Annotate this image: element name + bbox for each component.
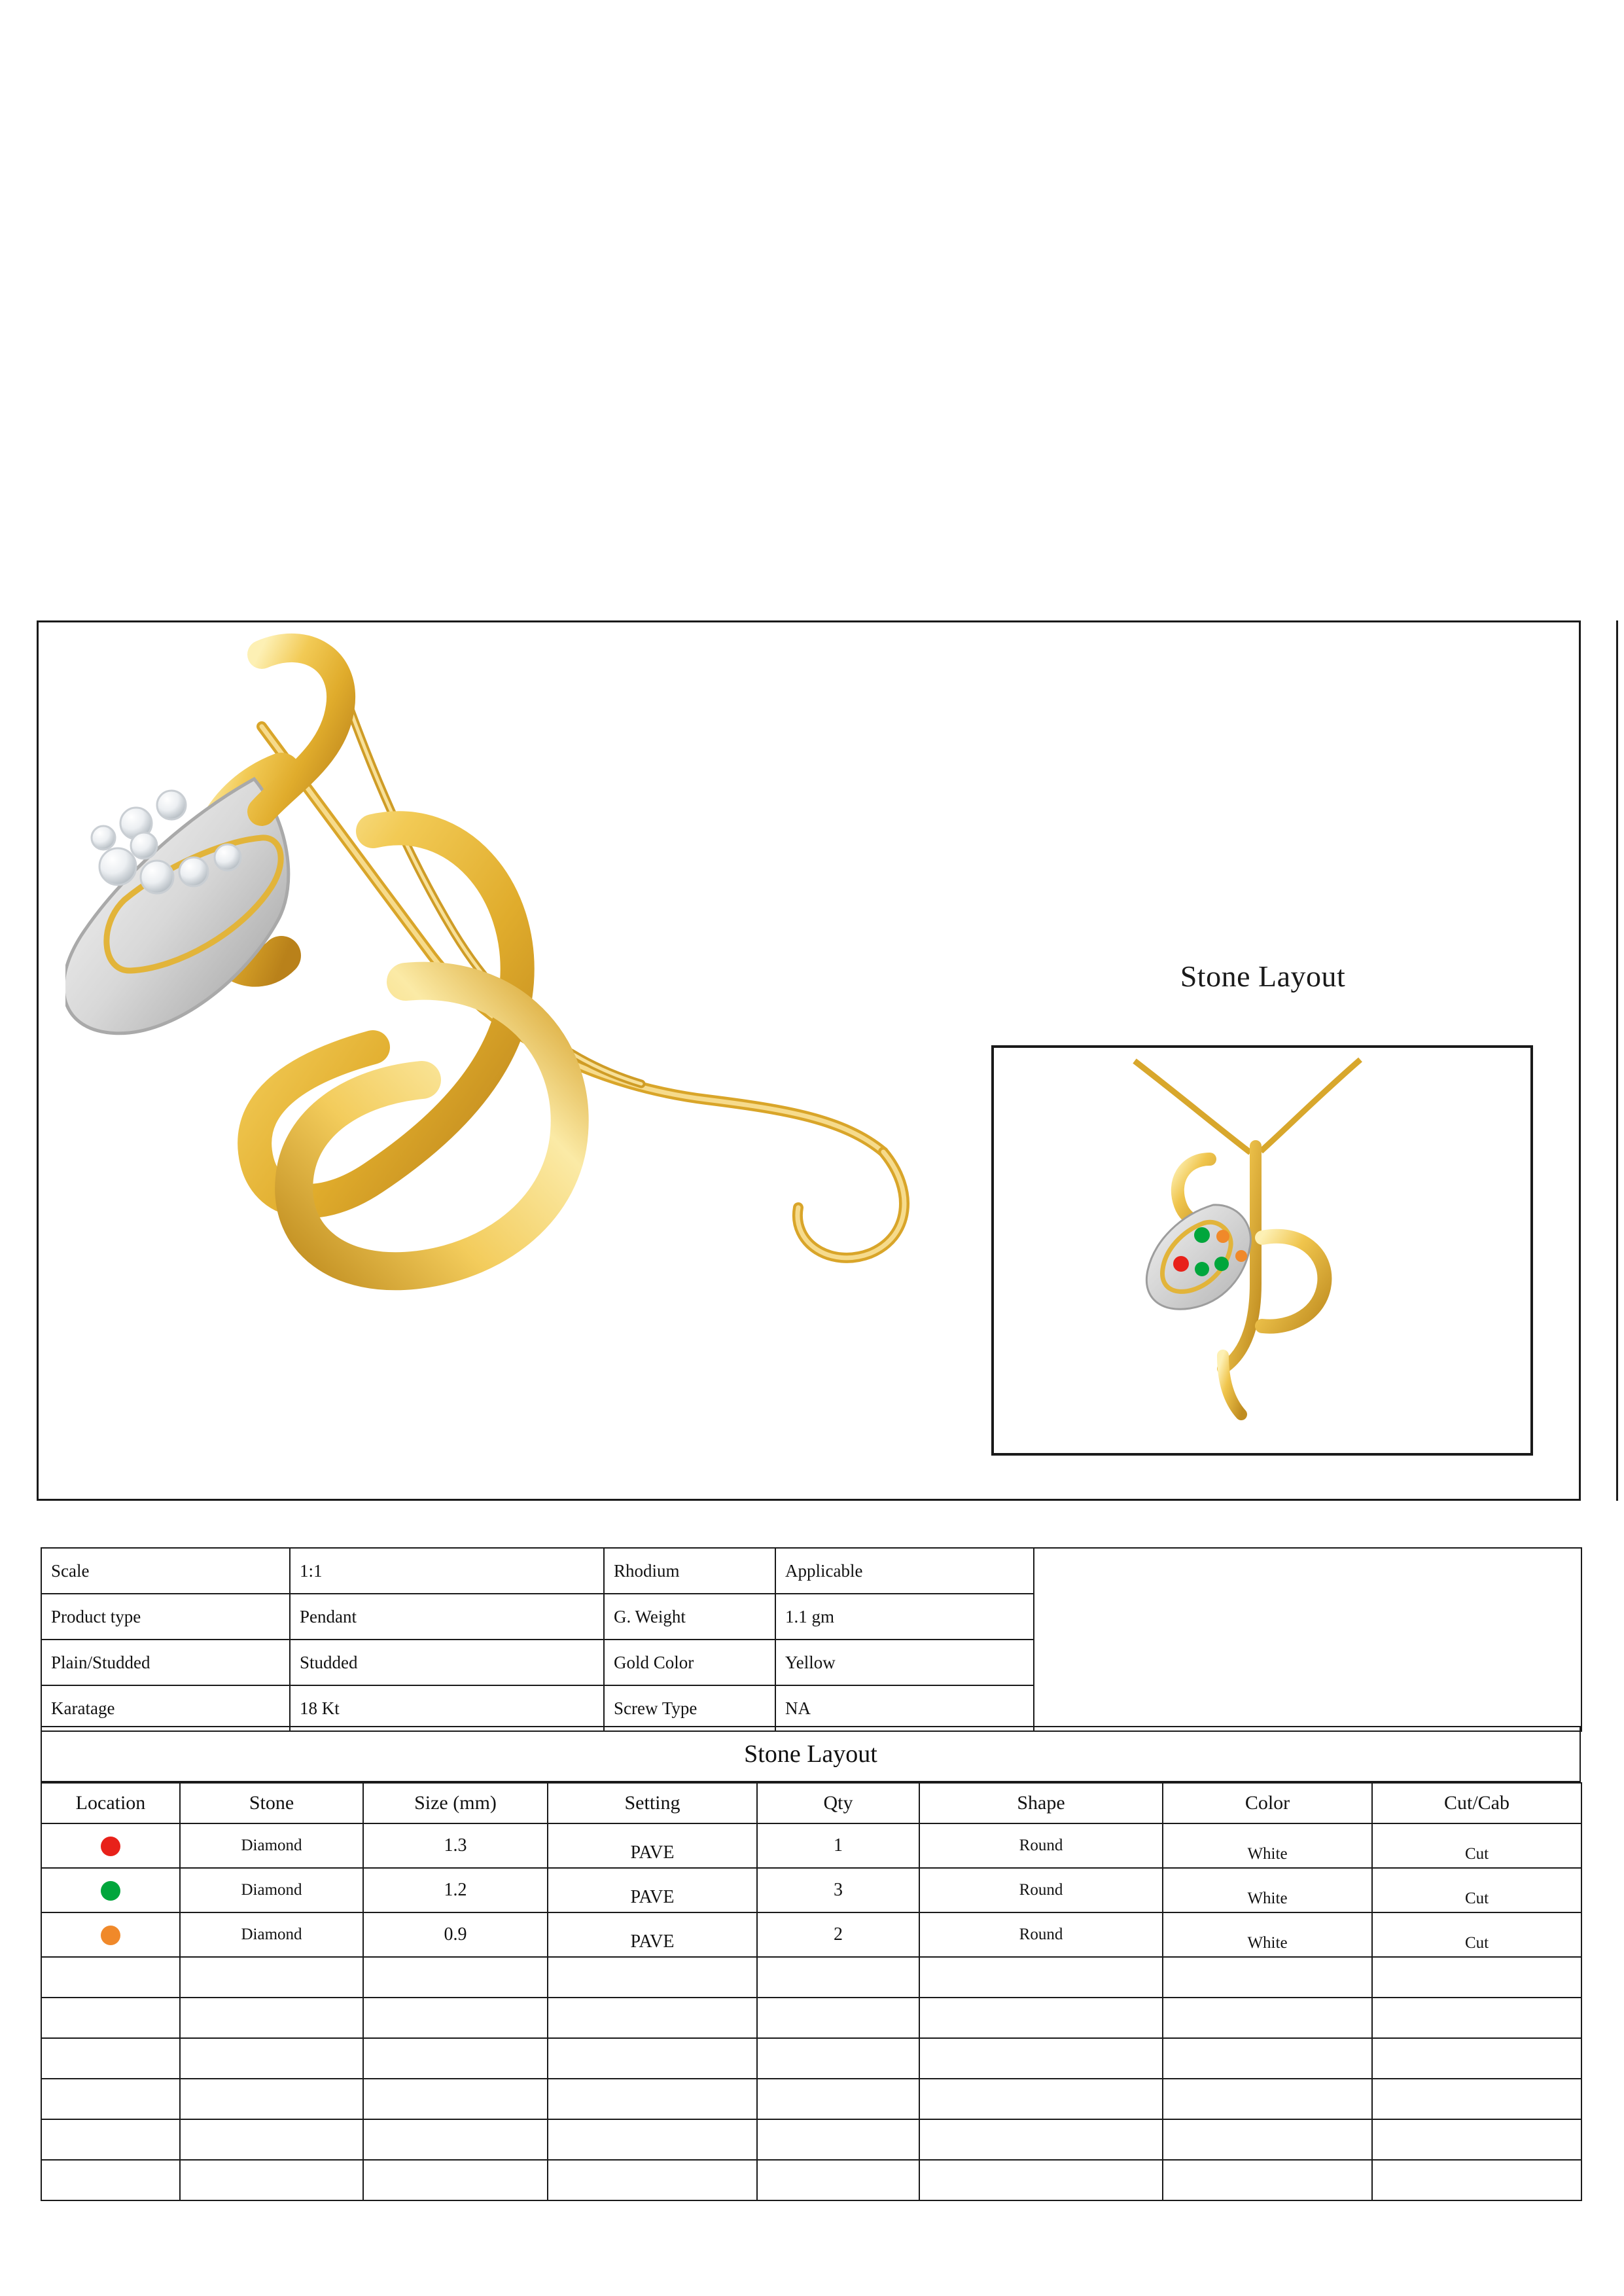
layout-chain-right [1261, 1060, 1360, 1151]
empty-cell [757, 2160, 919, 2200]
col-location: Location [41, 1783, 180, 1823]
empty-cell [757, 2038, 919, 2079]
spec-blank-cell [1034, 1548, 1581, 1731]
table-row-empty [41, 2038, 1581, 2079]
empty-cell [363, 1998, 548, 2038]
empty-cell [180, 2119, 363, 2160]
table-row [41, 1868, 1581, 1912]
empty-cell [919, 2079, 1163, 2119]
layout-chain-left [1135, 1061, 1250, 1153]
spec-label-plain-studded: Plain/Studded [41, 1640, 290, 1685]
spec-label-product-type: Product type [41, 1594, 290, 1640]
layout-marker-green-3 [1214, 1257, 1229, 1271]
spec-value-product-type: Pendant [290, 1594, 604, 1640]
empty-cell [757, 2079, 919, 2119]
marker-dot-orange [101, 1926, 120, 1945]
layout-marker-orange-2 [1235, 1250, 1247, 1262]
empty-cell [1372, 2119, 1581, 2160]
empty-cell [757, 1998, 919, 2038]
empty-cell [548, 1957, 757, 1998]
panel-right-border [1579, 620, 1581, 1501]
table-row-empty [41, 1957, 1581, 1998]
empty-cell [1163, 2038, 1372, 2079]
stone-table-header-row [41, 1783, 1581, 1823]
spec-label-karatage: Karatage [41, 1685, 290, 1731]
empty-cell [363, 1957, 548, 1998]
pendant-render-main [65, 615, 949, 1401]
col-color: Color [1163, 1783, 1372, 1823]
empty-cell [180, 2160, 363, 2200]
empty-cell [41, 1998, 180, 2038]
col-size: Size (mm) [363, 1783, 548, 1823]
row-cutcab: Cut [1372, 1823, 1581, 1868]
table-row [41, 1912, 1581, 1957]
empty-cell [1163, 1957, 1372, 1998]
row-shape: Round [919, 1823, 1163, 1868]
empty-cell [1372, 1998, 1581, 2038]
spec-label-rhodium: Rhodium [604, 1548, 775, 1594]
layout-marker-red-1 [1173, 1256, 1189, 1272]
empty-cell [41, 2160, 180, 2200]
empty-cell [363, 2079, 548, 2119]
stone-layout-render [994, 1048, 1530, 1454]
empty-cell [1372, 1957, 1581, 1998]
stone-layout-table-title: Stone Layout [41, 1726, 1581, 1782]
empty-cell [1372, 2079, 1581, 2119]
spec-label-scale: Scale [41, 1548, 290, 1594]
col-stone: Stone [180, 1783, 363, 1823]
row-location-marker [41, 1868, 180, 1912]
empty-cell [919, 2038, 1163, 2079]
spec-value-scale: 1:1 [290, 1548, 604, 1594]
empty-cell [1163, 2119, 1372, 2160]
empty-cell [1163, 2160, 1372, 2200]
empty-cell [548, 1998, 757, 2038]
stone-table-body [41, 1823, 1581, 2200]
empty-cell [548, 2038, 757, 2079]
empty-cell [180, 2079, 363, 2119]
row-setting: PAVE [548, 1823, 757, 1868]
layout-pendant-loop [1262, 1236, 1324, 1327]
layout-rhodium-leaf [1146, 1205, 1250, 1309]
row-location-marker [41, 1823, 180, 1868]
col-cutcab: Cut/Cab [1372, 1783, 1581, 1823]
spec-row [41, 1548, 1581, 1594]
panel-left-border [37, 620, 39, 1501]
empty-cell [180, 2038, 363, 2079]
row-cutcab: Cut [1372, 1912, 1581, 1957]
row-shape: Round [919, 1912, 1163, 1957]
pendant-bail [262, 648, 341, 812]
row-qty: 2 [757, 1912, 919, 1957]
panel-far-right-border [1616, 620, 1618, 1501]
layout-marker-green-1 [1194, 1227, 1210, 1243]
spec-value-gweight: 1.1 gm [775, 1594, 1034, 1640]
empty-cell [1163, 2079, 1372, 2119]
row-cutcab: Cut [1372, 1868, 1581, 1912]
empty-cell [1372, 2160, 1581, 2200]
empty-cell [919, 1998, 1163, 2038]
empty-cell [41, 2079, 180, 2119]
empty-cell [41, 1957, 180, 1998]
row-stone: Diamond [180, 1868, 363, 1912]
row-size: 1.2 [363, 1868, 548, 1912]
empty-cell [363, 2038, 548, 2079]
table-row-empty [41, 1998, 1581, 2038]
spec-value-plain-studded: Studded [290, 1640, 604, 1685]
empty-cell [757, 2119, 919, 2160]
spec-label-screw-type: Screw Type [604, 1685, 775, 1731]
stone-detail-table [41, 1782, 1582, 2201]
table-row [41, 1823, 1581, 1868]
table-row-empty [41, 2079, 1581, 2119]
row-stone: Diamond [180, 1912, 363, 1957]
empty-cell [41, 2038, 180, 2079]
spec-value-rhodium: Applicable [775, 1548, 1034, 1594]
table-row-empty [41, 2160, 1581, 2200]
row-color: White [1163, 1823, 1372, 1868]
marker-dot-red [101, 1837, 120, 1856]
empty-cell [919, 1957, 1163, 1998]
empty-cell [548, 2079, 757, 2119]
row-stone: Diamond [180, 1823, 363, 1868]
row-size: 0.9 [363, 1912, 548, 1957]
empty-cell [1372, 2038, 1581, 2079]
empty-cell [363, 2119, 548, 2160]
spec-label-gweight: G. Weight [604, 1594, 775, 1640]
empty-cell [41, 2119, 180, 2160]
spec-label-gold-color: Gold Color [604, 1640, 775, 1685]
col-qty: Qty [757, 1783, 919, 1823]
row-setting: PAVE [548, 1868, 757, 1912]
spec-value-karatage: 18 Kt [290, 1685, 604, 1731]
row-size: 1.3 [363, 1823, 548, 1868]
row-setting: PAVE [548, 1912, 757, 1957]
row-qty: 3 [757, 1868, 919, 1912]
spec-value-screw-type: NA [775, 1685, 1034, 1731]
empty-cell [548, 2160, 757, 2200]
row-location-marker [41, 1912, 180, 1957]
row-qty: 1 [757, 1823, 919, 1868]
marker-dot-green [101, 1881, 120, 1901]
empty-cell [548, 2119, 757, 2160]
col-setting: Setting [548, 1783, 757, 1823]
row-color: White [1163, 1868, 1372, 1912]
stone-layout-image-box [991, 1045, 1533, 1456]
layout-marker-orange-1 [1216, 1230, 1229, 1243]
empty-cell [757, 1957, 919, 1998]
col-shape: Shape [919, 1783, 1163, 1823]
empty-cell [1163, 1998, 1372, 2038]
table-row-empty [41, 2119, 1581, 2160]
empty-cell [919, 2160, 1163, 2200]
spec-value-gold-color: Yellow [775, 1640, 1034, 1685]
stone-layout-heading: Stone Layout [1180, 960, 1346, 993]
empty-cell [363, 2160, 548, 2200]
specification-table [41, 1547, 1582, 1732]
empty-cell [919, 2119, 1163, 2160]
layout-marker-green-2 [1195, 1262, 1209, 1276]
row-color: White [1163, 1912, 1372, 1957]
empty-cell [180, 1957, 363, 1998]
row-shape: Round [919, 1868, 1163, 1912]
empty-cell [180, 1998, 363, 2038]
